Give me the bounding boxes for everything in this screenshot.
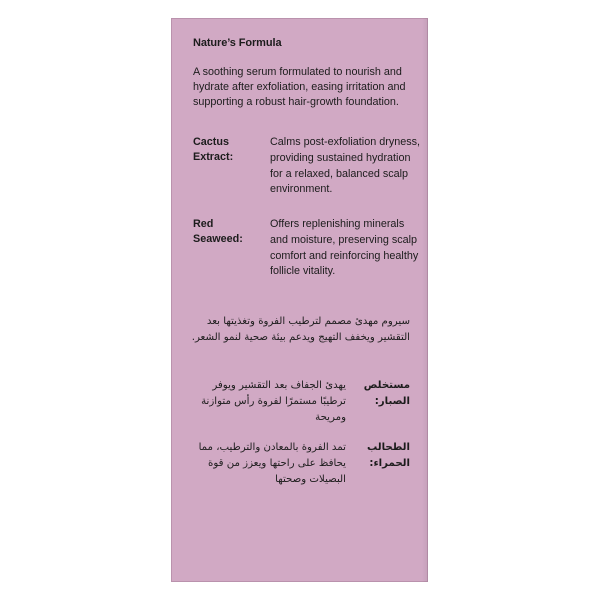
arabic-ingredient-name: الطحالب الحمراء: <box>366 442 410 469</box>
arabic-ingredient-description: يهدئ الجفاف بعد التقشير ويوفر ترطيبًا مستمرًا لفروة رأس متوازنة ومريحة <box>201 380 346 423</box>
ingredient-description: Offers replenishing minerals and moisture, preserving scalp comfort and reinforcing healthy follicle vitality. <box>270 218 419 278</box>
arabic-product-description: سيروم مهدئ مصمم لترطيب الفروة وتغذيتها بعد التقشير ويخفف التهيج ويدعم بيئة صحية لنمو الشعر. <box>191 316 410 343</box>
ingredient-description: Calms post-exfoliation dryness, providing sustained hydration for a relaxed, balanced scalp environment. <box>270 136 421 196</box>
product-title: Nature’s Formula <box>193 37 282 49</box>
product-description: A soothing serum formulated to nourish and hydrate after exfoliation, easing irritation and supporting a robust hair-growth foundation. <box>193 66 406 108</box>
product-box-side-panel <box>171 18 428 582</box>
ingredient-name: Cactus Extract: <box>193 136 234 163</box>
arabic-ingredient-description: تمد الفروة بالمعادن والترطيب، مما يحافظ على راحتها ويعزز من قوة البصيلات وصحتها <box>198 442 346 485</box>
arabic-ingredient-name: مستخلص الصبار: <box>363 380 410 407</box>
ingredient-name: Red Seaweed: <box>193 218 243 245</box>
